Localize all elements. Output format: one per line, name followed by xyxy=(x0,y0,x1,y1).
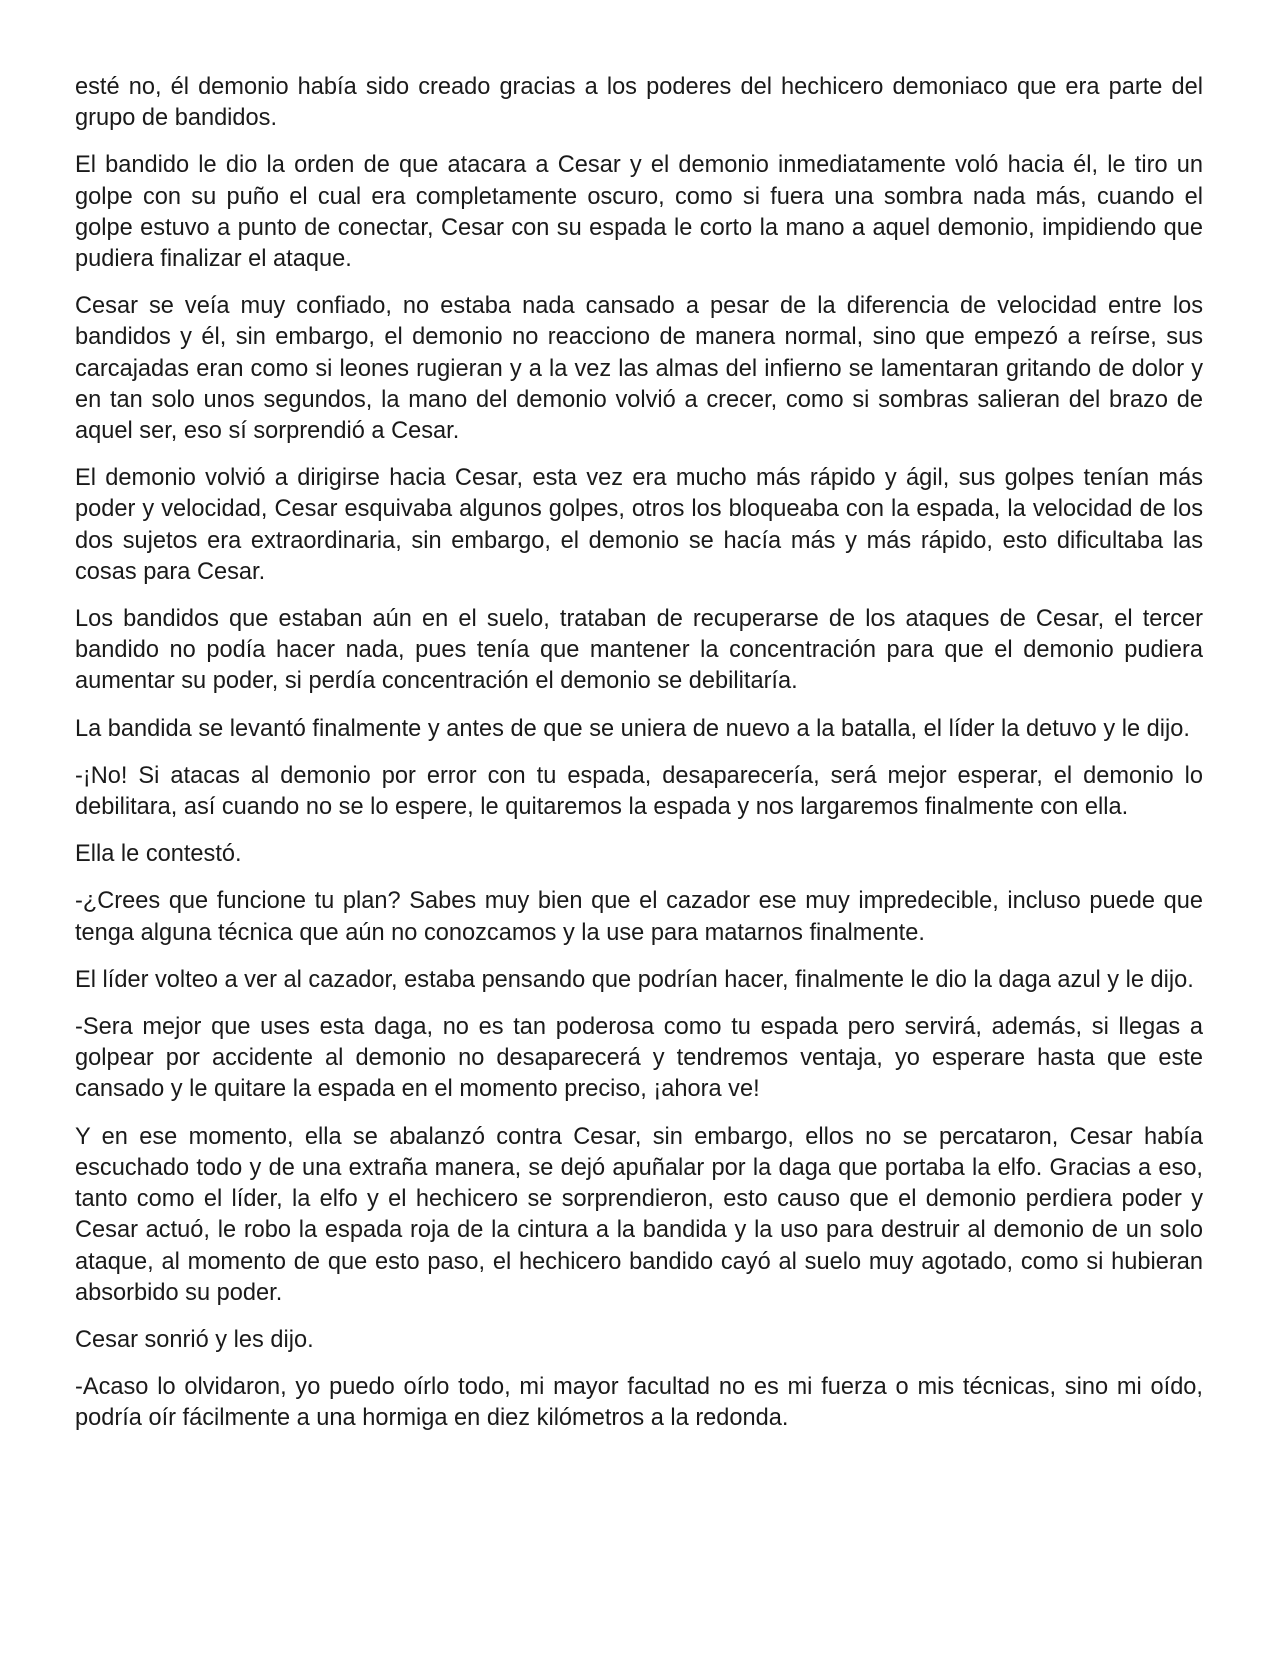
paragraph: Cesar sonrió y les dijo. xyxy=(75,1326,314,1353)
paragraph: esté no, él demonio había sido creado gracias a los poderes del hechicero demoniaco que era parte del grupo de bandidos. xyxy=(75,74,1203,132)
paragraph: -¿Crees que funcione tu plan? Sabes muy bien que el cazador ese muy impredecible, incluso puede que tenga alguna técnica que aún no conozcamos y la use para matarnos finalmente. xyxy=(75,888,1203,946)
paragraph: Cesar se veía muy confiado, no estaba nada cansado a pesar de la diferencia de velocidad entre los bandidos y él, sin embargo, el demonio no reacciono de manera normal, sino que empezó a reírse, sus carcajadas eran como si leones rugieran y a la vez las almas del infierno se lamentaran gritando de dolor y en tan solo unos segundos, la mano del demonio volvió a crecer, como si sombras salieran del brazo de aquel ser, eso sí sorprendió a Cesar. xyxy=(75,293,1203,445)
paragraph: Y en ese momento, ella se abalanzó contra Cesar, sin embargo, ellos no se percataron, Cesar había escuchado todo y de una extraña manera, se dejó apuñalar por la daga que portaba la elfo. Gracias a eso, tanto como el líder, la elfo y el hechicero se sorprendieron, esto causo que el demonio perdiera poder y Cesar actuó, le robo la espada roja de la cintura a la bandida y la uso para destruir al demonio de un solo ataque, al momento de que esto paso, el hechicero bandido cayó al suelo muy agotado, como si hubieran absorbido su poder. xyxy=(75,1123,1203,1306)
paragraph: El demonio volvió a dirigirse hacia Cesar, esta vez era mucho más rápido y ágil, sus golpes tenían más poder y velocidad, Cesar esquivaba algunos golpes, otros los bloqueaba con la espada, la velocidad de los dos sujetos era extraordinaria, sin embargo, el demonio se hacía más y más rápido, esto dificultaba las cosas para Cesar. xyxy=(75,465,1203,585)
paragraph: -¡No! Si atacas al demonio por error con tu espada, desaparecería, será mejor esperar, el demonio lo debilitara, así cuando no se lo espere, le quitaremos la espada y nos largaremos finalmente con ella. xyxy=(75,762,1203,821)
paragraph: Los bandidos que estaban aún en el suelo, trataban de recuperarse de los ataques de Cesar, el tercer bandido no podía hacer nada, pues tenía que mantener la concentración para que el demonio pudiera aumentar su poder, si perdía concentración el demonio se debilitaría. xyxy=(75,606,1203,695)
paragraph: -Sera mejor que uses esta daga, no es tan poderosa como tu espada pero servirá, además, si llegas a golpear por accidente al demonio no desaparecerá y tendremos ventaja, yo esperare hasta que este cansado y le quitare la espada en el momento preciso, ¡ahora ve! xyxy=(75,1014,1203,1103)
paragraph: Ella le contestó. xyxy=(75,841,242,868)
document-page xyxy=(75,72,1203,1451)
paragraph: -Acaso lo olvidaron, yo puedo oírlo todo, mi mayor facultad no es mi fuerza o mis técnicas, sino mi oído, podría oír fácilmente a una hormiga en diez kilómetros a la redonda. xyxy=(75,1374,1203,1432)
paragraph: La bandida se levantó finalmente y antes de que se uniera de nuevo a la batalla, el líder la detuvo y le dijo. xyxy=(75,715,1190,742)
paragraph: El líder volteo a ver al cazador, estaba pensando que podrían hacer, finalmente le dio la daga azul y le dijo. xyxy=(75,966,1194,993)
paragraph: El bandido le dio la orden de que atacara a Cesar y el demonio inmediatamente voló hacia él, le tiro un golpe con su puño el cual era completamente oscuro, como si fuera una sombra nada más, cuando el golpe estuvo a punto de conectar, Cesar con su espada le corto la mano a aquel demonio, impidiendo que pudiera finalizar el ataque. xyxy=(75,152,1203,273)
